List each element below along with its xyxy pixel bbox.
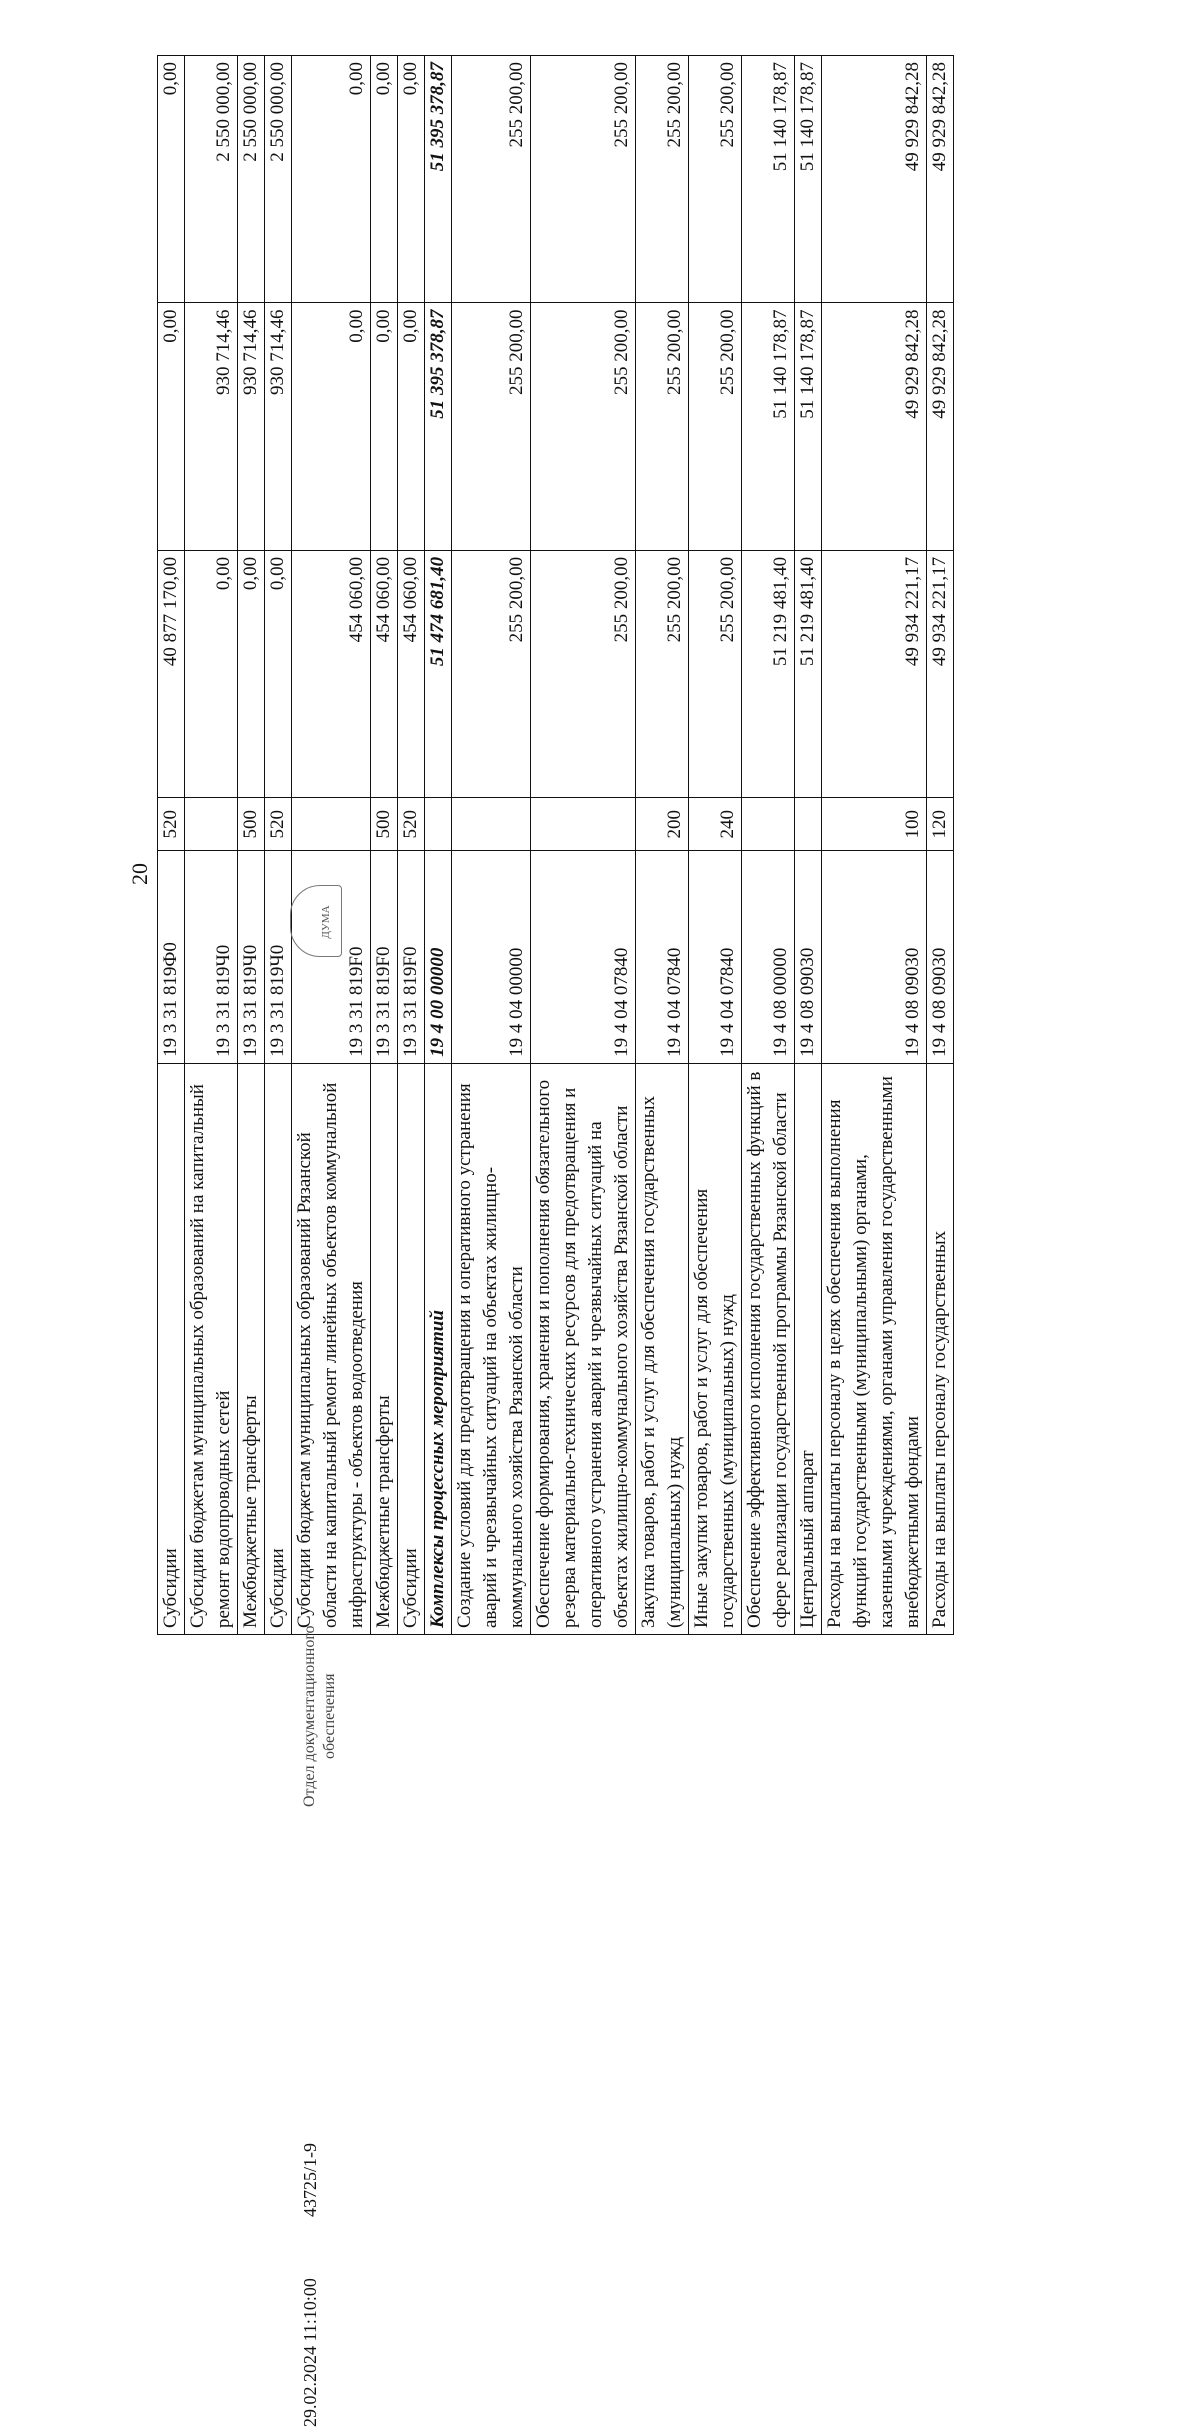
row-value-1: 454 060,00 <box>292 550 371 797</box>
footer-doc-number: 43725/1-9 <box>300 2143 320 2217</box>
row-value-3: 51 140 178,87 <box>742 56 795 303</box>
row-value-1: 51 219 481,40 <box>742 550 795 797</box>
row-value-1: 255 200,00 <box>531 550 636 797</box>
row-value-3: 49 929 842,28 <box>927 56 954 303</box>
table-row <box>265 56 292 1635</box>
row-name: Расходы на выплаты персоналу государственных <box>927 1063 954 1634</box>
row-code: 19 3 31 819F0 <box>398 851 425 1064</box>
row-value-1: 40 877 170,00 <box>158 550 185 797</box>
table-row <box>185 56 238 1635</box>
row-value-3: 0,00 <box>158 56 185 303</box>
row-name: Иные закупки товаров, работ и услуг для обеспечения государственных (муниципальных) нужд <box>689 1063 742 1634</box>
row-expense-type <box>292 798 371 851</box>
row-value-3: 255 200,00 <box>689 56 742 303</box>
row-name: Субсидии <box>398 1063 425 1634</box>
row-expense-type: 520 <box>158 798 185 851</box>
row-value-2: 255 200,00 <box>452 303 531 550</box>
row-name: Межбюджетные трансферты <box>371 1063 398 1634</box>
row-value-2: 0,00 <box>292 303 371 550</box>
duma-logo-icon <box>290 885 342 957</box>
row-value-1: 255 200,00 <box>636 550 689 797</box>
row-name: Субсидии бюджетам муниципальных образований на капитальный ремонт водопроводных сетей <box>185 1063 238 1634</box>
table-row <box>689 56 742 1635</box>
row-value-3: 255 200,00 <box>636 56 689 303</box>
row-name: Комплексы процессных мероприятий <box>425 1063 452 1634</box>
stamp-line-2: обеспечения <box>321 1673 338 1759</box>
row-expense-type: 500 <box>371 798 398 851</box>
row-value-3: 49 929 842,28 <box>822 56 927 303</box>
row-code: 19 4 04 07840 <box>689 851 742 1064</box>
budget-table-body <box>158 56 954 1635</box>
table-row <box>371 56 398 1635</box>
row-value-3: 0,00 <box>371 56 398 303</box>
row-code: 19 3 31 819Ч0 <box>185 851 238 1064</box>
row-name: Обеспечение эффективного исполнения государственных функций в сфере реализации государственной программы Рязанской области <box>742 1063 795 1634</box>
row-name: Межбюджетные трансферты <box>238 1063 265 1634</box>
table-row <box>425 56 452 1635</box>
row-value-3: 2 550 000,00 <box>265 56 292 303</box>
row-value-3: 51 140 178,87 <box>795 56 822 303</box>
row-code: 19 4 04 07840 <box>636 851 689 1064</box>
logo-text: ДУМА <box>320 905 332 939</box>
row-value-3: 51 395 378,87 <box>425 56 452 303</box>
row-name: Субсидии <box>265 1063 292 1634</box>
table-row <box>822 56 927 1635</box>
row-value-2: 255 200,00 <box>689 303 742 550</box>
row-code: 19 4 04 07840 <box>531 851 636 1064</box>
row-value-1: 49 934 221,17 <box>927 550 954 797</box>
row-expense-type: 500 <box>238 798 265 851</box>
row-value-2: 49 929 842,28 <box>927 303 954 550</box>
row-value-3: 0,00 <box>398 56 425 303</box>
row-value-1: 0,00 <box>185 550 238 797</box>
row-name: Создание условий для предотвращения и оперативного устранения аварий и чрезвычайных ситуаций на объектах жилищно-коммунального хозяйства Рязанской области <box>452 1063 531 1634</box>
footer-date: 29.02.2024 11:10:00 <box>300 2278 320 2427</box>
row-value-3: 255 200,00 <box>531 56 636 303</box>
row-code: 19 3 31 819F0 <box>292 851 371 1064</box>
row-code: 19 3 31 819F0 <box>371 851 398 1064</box>
row-value-1: 454 060,00 <box>371 550 398 797</box>
row-name: Субсидии бюджетам муниципальных образований Рязанской области на капитальный ремонт линейных объектов коммунальной инфраструктуры - объектов водоотведения <box>292 1063 371 1634</box>
row-expense-type: 100 <box>822 798 927 851</box>
row-expense-type <box>742 798 795 851</box>
row-code: 19 4 08 09030 <box>795 851 822 1064</box>
table-row <box>927 56 954 1635</box>
table-row <box>531 56 636 1635</box>
row-value-3: 2 550 000,00 <box>185 56 238 303</box>
row-value-2: 51 395 378,87 <box>425 303 452 550</box>
table-row <box>158 56 185 1635</box>
row-value-2: 0,00 <box>158 303 185 550</box>
row-value-2: 930 714,46 <box>185 303 238 550</box>
table-row <box>636 56 689 1635</box>
row-value-1: 255 200,00 <box>452 550 531 797</box>
row-value-2: 930 714,46 <box>238 303 265 550</box>
row-expense-type <box>795 798 822 851</box>
row-value-2: 930 714,46 <box>265 303 292 550</box>
row-expense-type <box>531 798 636 851</box>
row-value-2: 255 200,00 <box>636 303 689 550</box>
row-code: 19 3 31 819Ч0 <box>265 851 292 1064</box>
row-value-3: 255 200,00 <box>452 56 531 303</box>
row-expense-type: 240 <box>689 798 742 851</box>
row-expense-type: 520 <box>398 798 425 851</box>
row-value-2: 0,00 <box>398 303 425 550</box>
row-value-1: 49 934 221,17 <box>822 550 927 797</box>
row-value-2: 49 929 842,28 <box>822 303 927 550</box>
row-code: 19 4 08 09030 <box>927 851 954 1064</box>
table-row <box>398 56 425 1635</box>
row-name: Субсидии <box>158 1063 185 1634</box>
row-value-3: 2 550 000,00 <box>238 56 265 303</box>
budget-table-rotated <box>157 55 987 1635</box>
table-row <box>238 56 265 1635</box>
row-value-2: 0,00 <box>371 303 398 550</box>
row-value-1: 454 060,00 <box>398 550 425 797</box>
table-row <box>742 56 795 1635</box>
budget-table <box>157 55 954 1635</box>
row-expense-type: 120 <box>927 798 954 851</box>
row-name: Расходы на выплаты персоналу в целях обеспечения выполнения функций государственными (муниципальными) органами, казенными учреждениями, органами управления государственными внебюджетными фондами <box>822 1063 927 1634</box>
row-value-1: 0,00 <box>265 550 292 797</box>
row-code: 19 4 00 00000 <box>425 851 452 1064</box>
table-row <box>795 56 822 1635</box>
row-name: Центральный аппарат <box>795 1063 822 1634</box>
row-expense-type <box>425 798 452 851</box>
row-name: Обеспечение формирования, хранения и пополнения обязательного резерва материально-технических ресурсов для предотвращения и оперативного устранения аварий и чрезвычайных ситуаций на объектах жилищно-коммунального хозяйства Рязанской области <box>531 1063 636 1634</box>
table-row <box>452 56 531 1635</box>
row-expense-type: 200 <box>636 798 689 851</box>
row-value-2: 51 140 178,87 <box>742 303 795 550</box>
department-stamp <box>300 1625 340 1807</box>
row-code: 19 4 08 09030 <box>822 851 927 1064</box>
row-value-1: 51 474 681,40 <box>425 550 452 797</box>
page-number: 20 <box>127 863 152 885</box>
row-name: Закупка товаров, работ и услуг для обеспечения государственных (муниципальных) нужд <box>636 1063 689 1634</box>
row-value-1: 51 219 481,40 <box>795 550 822 797</box>
row-code: 19 4 08 00000 <box>742 851 795 1064</box>
row-code: 19 3 31 819Ч0 <box>238 851 265 1064</box>
row-code: 19 4 04 00000 <box>452 851 531 1064</box>
row-value-2: 51 140 178,87 <box>795 303 822 550</box>
row-code: 19 3 31 819Ф0 <box>158 851 185 1064</box>
row-value-2: 255 200,00 <box>531 303 636 550</box>
row-expense-type: 520 <box>265 798 292 851</box>
row-expense-type <box>185 798 238 851</box>
row-value-1: 255 200,00 <box>689 550 742 797</box>
row-value-3: 0,00 <box>292 56 371 303</box>
row-value-1: 0,00 <box>238 550 265 797</box>
row-expense-type <box>452 798 531 851</box>
stamp-line-1: Отдел документационного <box>301 1625 318 1807</box>
